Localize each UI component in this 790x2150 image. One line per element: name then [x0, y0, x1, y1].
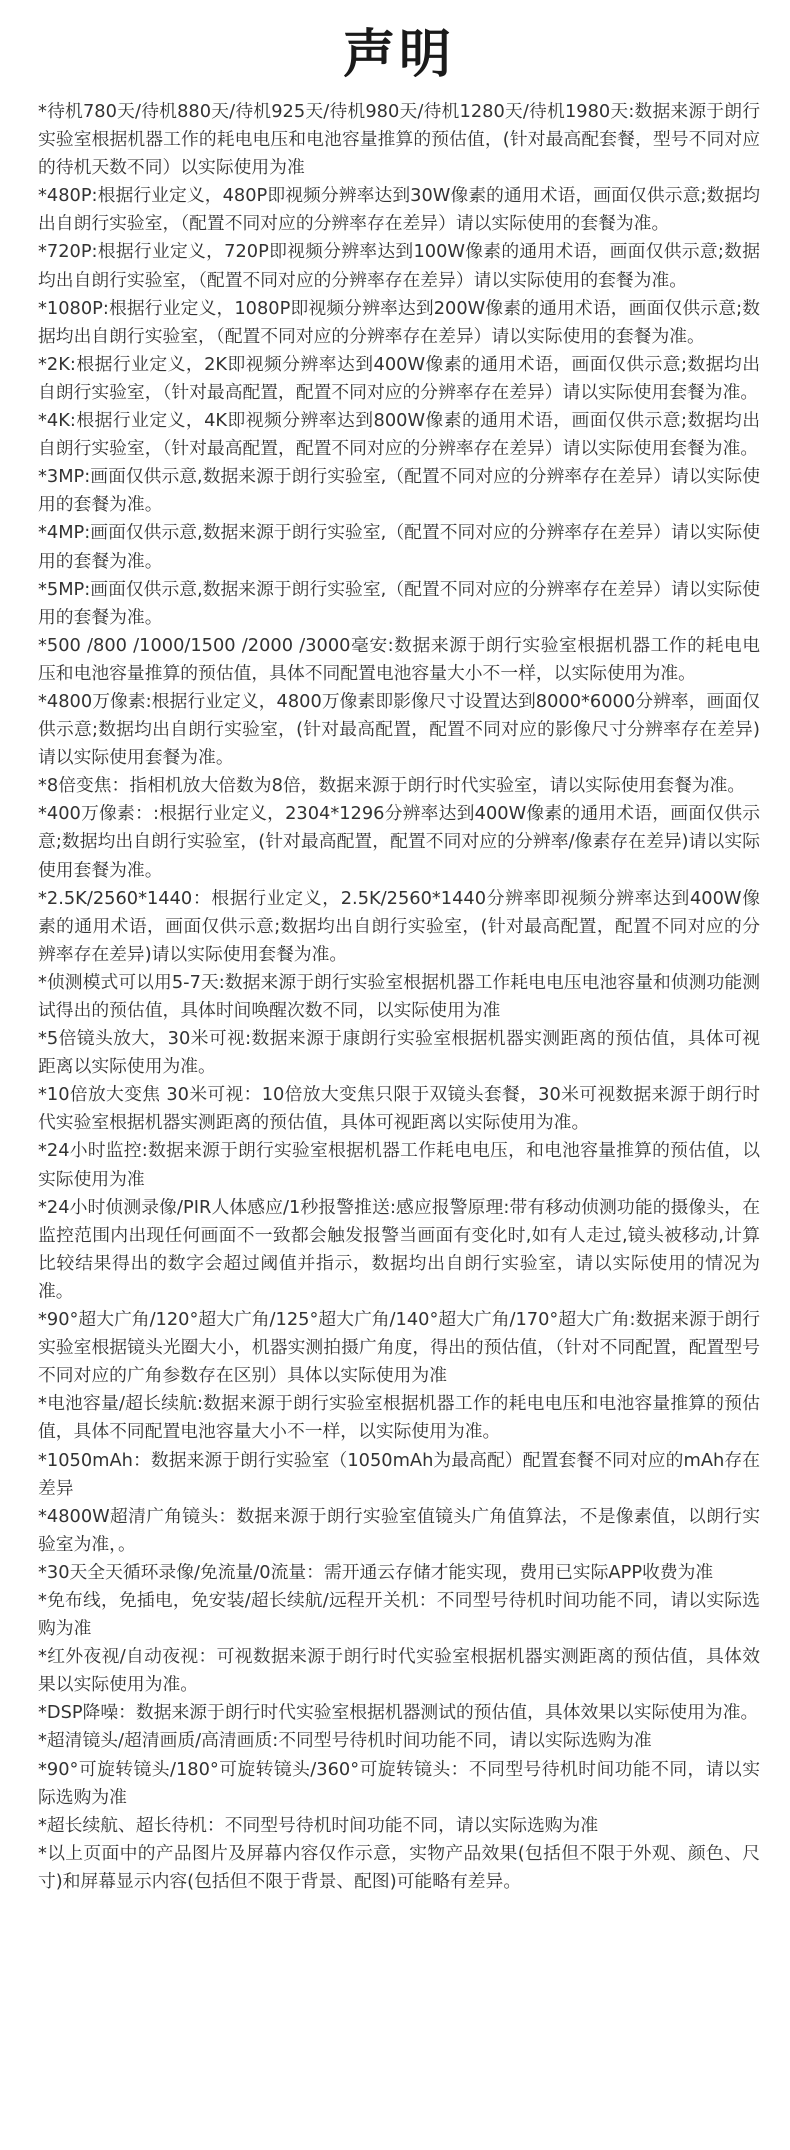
disclaimer-note: *以上页面中的产品图片及屏幕内容仅作示意，实物产品效果(包括但不限于外观、颜色、尺寸)和屏幕显示内容(包括但不限于背景、配图)可能略有差异。 — [38, 1842, 760, 1892]
disclaimer-note: *24小时侦测录像/PIR人体感应/1秒报警推送:感应报警原理:带有移动侦测功能的摄像头，在监控范围内出现任何画面不一致都会触发报警当画面有变化时,如有人走过,镜头被移动,计算比较结果得出的数字会超过阈值并指示，数据均出自朗行实验室，请以实际使用的情况为准。 — [38, 1196, 760, 1302]
disclaimer-note: *2K:根据行业定义，2K即视频分辨率达到400W像素的通用术语，画面仅供示意;数据均出自朗行实验室，（针对最高配置，配置不同对应的分辨率存在差异）请以实际使用套餐为准。 — [38, 353, 760, 403]
disclaimer-note: *待机780天/待机880天/待机925天/待机980天/待机1280天/待机1980天:数据来源于朗行实验室根据机器工作的耗电电压和电池容量推算的预估值，(针对最高配套餐，型号不同对应的待机天数不同）以实际使用为准 — [38, 101, 760, 179]
disclaimer-note: *红外夜视/自动夜视：可视数据来源于朗行时代实验室根据机器实测距离的预估值，具体效果以实际使用为准。 — [38, 1646, 760, 1696]
disclaimer-note: *480P:根据行业定义，480P即视频分辨率达到30W像素的通用术语，画面仅供示意;数据均出自朗行实验室，（配置不同对应的分辨率存在差异）请以实际使用的套餐为准。 — [38, 185, 760, 235]
disclaimer-note: *3MP:画面仅供示意,数据来源于朗行实验室,（配置不同对应的分辨率存在差异）请以实际使用的套餐为准。 — [38, 466, 760, 516]
disclaimer-note: *DSP降噪：数据来源于朗行时代实验室根据机器测试的预估值，具体效果以实际使用为准。 — [38, 1702, 759, 1724]
disclaimer-note: *4MP:画面仅供示意,数据来源于朗行实验室,（配置不同对应的分辨率存在差异）请以实际使用的套餐为准。 — [38, 522, 760, 572]
disclaimer-note: *90°可旋转镜头/180°可旋转镜头/360°可旋转镜头：不同型号待机时间功能不同，请以实际选购为准 — [38, 1758, 760, 1808]
disclaimer-note: *免布线，免插电，免安装/超长续航/远程开关机：不同型号待机时间功能不同，请以实际选购为准 — [38, 1589, 760, 1640]
disclaimer-note: *4800W超清广角镜头：数据来源于朗行实验室值镜头广角值算法，不是像素值，以朗行实验室为准，。 — [38, 1505, 760, 1555]
disclaimer-note: *1050mAh：数据来源于朗行实验室（1050mAh为最高配）配置套餐不同对应的mAh存在差异 — [38, 1449, 760, 1499]
disclaimer-note: *超长续航、超长待机：不同型号待机时间功能不同，请以实际选购为准 — [38, 1814, 599, 1836]
disclaimer-note: *侦测模式可以用5-7天:数据来源于朗行实验室根据机器工作耗电电压电池容量和侦测功能测试得出的预估值，具体时间唤醒次数不同，以实际使用为准 — [38, 971, 760, 1021]
disclaimer-note: *4800万像素:根据行业定义，4800万像素即影像尺寸设置达到8000*6000分辨率，画面仅供示意;数据均出自朗行实验室，(针对最高配置，配置不同对应的影像尺寸分辨率存在差异)请以实际使用套餐为准。 — [38, 690, 760, 769]
disclaimer-note: *1080P:根据行业定义，1080P即视频分辨率达到200W像素的通用术语，画面仅供示意;数据均出自朗行实验室，（配置不同对应的分辨率存在差异）请以实际使用的套餐为准。 — [38, 297, 760, 347]
disclaimer-note: *电池容量/超长续航:数据来源于朗行实验室根据机器工作的耗电电压和电池容量推算的预估值，具体不同配置电池容量大小不一样，以实际使用为准。 — [38, 1393, 760, 1443]
disclaimer-note: *8倍变焦：指相机放大倍数为8倍，数据来源于朗行时代实验室，请以实际使用套餐为准。 — [38, 775, 746, 797]
disclaimer-note: *10倍放大变焦 30米可视：10倍放大变焦只限于双镜头套餐，30米可视数据来源于朗行时代实验室根据机器实测距离的预估值，具体可视距离以实际使用为准。 — [38, 1084, 760, 1134]
page-title: 声明 — [342, 25, 455, 85]
disclaimer-note: *4K:根据行业定义，4K即视频分辨率达到800W像素的通用术语，画面仅供示意;数据均出自朗行实验室，（针对最高配置，配置不同对应的分辨率存在差异）请以实际使用套餐为准。 — [38, 410, 760, 460]
disclaimer-note: *90°超大广角/120°超大广角/125°超大广角/140°超大广角/170°超大广角:数据来源于朗行实验室根据镜头光圈大小，机器实测拍摄广角度，得出的预估值，（针对不同配置，配置型号不同对应的广角参数存在区别）具体以实际使用为准 — [38, 1309, 760, 1387]
disclaimer-note: *30天全天循环录像/免流量/0流量：需开通云存储才能实现，费用已实际APP收费为准 — [38, 1561, 714, 1583]
disclaimer-note: *500 /800 /1000/1500 /2000 /3000毫安:数据来源于朗行实验室根据机器工作的耗电电压和电池容量推算的预估值，具体不同配置电池容量大小不一样，以实际使用为准。 — [38, 634, 760, 684]
disclaimer-note: *2.5K/2560*1440：根据行业定义，2.5K/2560*1440分辨率即视频分辨率达到400W像素的通用术语，画面仅供示意;数据均出自朗行实验室，(针对最高配置，配置不同对应的分辨率存在差异)请以实际使用套餐为准。 — [38, 887, 760, 965]
disclaimer-note: *超清镜头/超清画质/高清画质:不同型号待机时间功能不同，请以实际选购为准 — [38, 1730, 652, 1752]
disclaimer-note: *400万像素：:根据行业定义，2304*1296分辨率达到400W像素的通用术语，画面仅供示意;数据均出自朗行实验室，(针对最高配置，配置不同对应的分辨率/像素存在差异)请以实际使用套餐为准。 — [38, 803, 760, 881]
disclaimer-list — [38, 98, 760, 1896]
disclaimer-note: *24小时监控:数据来源于朗行实验室根据机器工作耗电电压，和电池容量推算的预估值，以实际使用为准 — [38, 1140, 760, 1190]
disclaimer-note: *720P:根据行业定义，720P即视频分辨率达到100W像素的通用术语，画面仅供示意;数据均出自朗行实验室，（配置不同对应的分辨率存在差异）请以实际使用的套餐为准。 — [38, 241, 760, 291]
disclaimer-note: *5MP:画面仅供示意,数据来源于朗行实验室,（配置不同对应的分辨率存在差异）请以实际使用的套餐为准。 — [38, 578, 760, 628]
disclaimer-note: *5倍镜头放大，30米可视:数据来源于康朗行实验室根据机器实测距离的预估值，具体可视距离以实际使用为准。 — [38, 1028, 760, 1078]
